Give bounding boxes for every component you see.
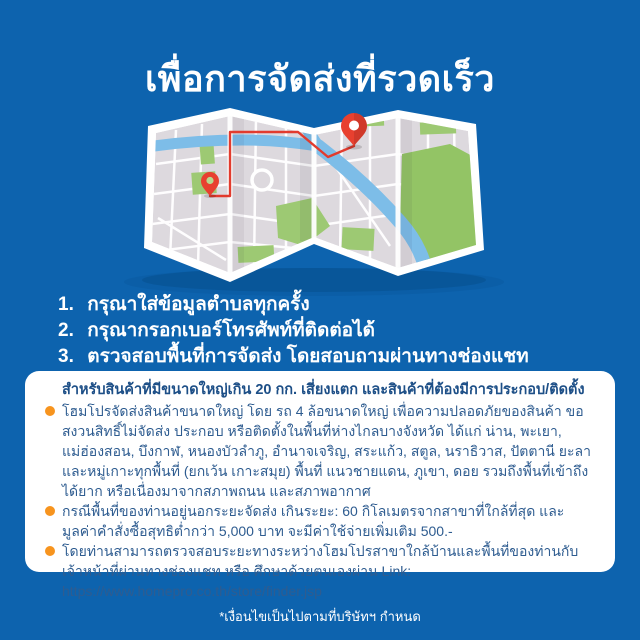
folded-map-icon: [134, 100, 490, 292]
checklist-item-text: ตรวจสอบพื้นที่การจัดส่ง โดยสอบถามผ่านทางช่องแชท: [87, 346, 529, 367]
info-bullet: [39, 501, 599, 541]
roundabout: [252, 170, 272, 190]
checklist-item-text: กรุณาใส่ข้อมูลตำบลทุกครั้ง: [87, 294, 310, 315]
delivery-map-illustration: [134, 100, 490, 292]
info-bullet-text: กรณีพื้นที่ของท่านอยู่นอกระยะจัดส่ง เกินระยะ: 60 กิโลเมตรจากสาขาที่ใกล้ที่สุด และมูลค่าคำสั่งซื้อสุทธิต่ำกว่า 5,000 บาท จะมีค่าใช้จ่ายเพิ่มเติม 500.-: [62, 503, 565, 539]
info-card: [25, 371, 615, 599]
checklist-item-number: 3.: [58, 346, 74, 367]
checklist-item-number: 1.: [58, 294, 74, 315]
info-bullet: [39, 401, 599, 501]
info-bullet-text: โฮมโปรจัดส่งสินค้าขนาดใหญ่ โดย รถ 4 ล้อขนาดใหญ่ เพื่อความปลอดภัยของสินค้า ขอสงวนสิทธิ์ไม่จัดส่ง ประกอบ หรือติดตั้งในพื้นที่ห่างไกลบางจังหวัด ได้แก่ น่าน, พะเยา, แม่ฮ่องสอน, บึงกาฬ, หนองบัวลำภู, อำนาจเจริญ, สระแก้ว, สตูล, นราธิวาส, ปัตตานี ยะลา และหมู่เกาะทุกพื้นที่ (ยกเว้น เกาะสมุย) พื้นที่ แนวชายแดน, ภูเขา, ดอย รวมถึงพื้นที่เข้าถึงได้ยาก หรือเนื่องมาจากสภาพถนน และสภาพอากาศ: [62, 403, 591, 499]
footnote: *เงื่อนไขเป็นไปตามที่บริษัทฯ กำหนด: [219, 609, 421, 624]
info-bullet: [39, 541, 599, 601]
checklist-item: [58, 292, 529, 318]
store-finder-link[interactable]: https://www.homepro.co.th/store/finder.jsp: [62, 583, 322, 599]
page-title: เพื่อการจัดส่งที่รวดเร็ว: [144, 58, 496, 99]
bullet-dot-icon: [45, 546, 55, 556]
bullet-dot-icon: [45, 506, 55, 516]
checklist-item-text: กรุณากรอกเบอร์โทรศัพท์ที่ติดต่อได้: [87, 320, 375, 341]
delivery-checklist: [58, 292, 529, 370]
checklist-item: [58, 344, 529, 370]
checklist-item: [58, 318, 529, 344]
bullet-dot-icon: [45, 406, 55, 416]
checklist-item-number: 2.: [58, 320, 74, 341]
info-card-header: สำหรับสินค้าที่มีขนาดใหญ่เกิน 20 กก. เสี่ยงแตก และสินค้าที่ต้องมีการประกอบ/ติดตั้ง: [62, 382, 585, 398]
info-bullet-text: โดยท่านสามารถตรวจสอบระยะทางระหว่างโฮมโปรสาขาใกล้บ้านและพื้นที่ของท่านกับเจ้าหน้าที่ผ่านทางช่องแชท หรือ ศึกษาด้วยตนเองผ่าน Link: https://www.homepro.co.th/store/finder.jsp: [62, 543, 579, 599]
